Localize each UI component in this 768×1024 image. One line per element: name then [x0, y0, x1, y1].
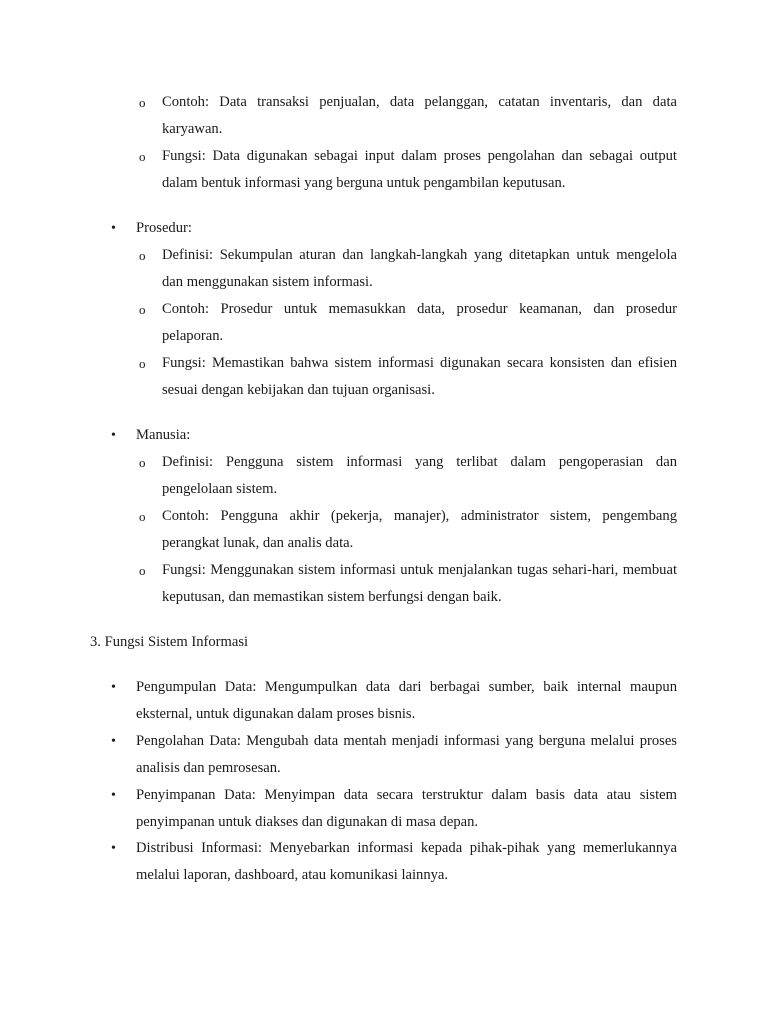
distribusi-informasi-item: Distribusi Informasi: Menyebarkan informasi kepada pihak-pihak yang memerlukannya melalui laporan, dashboard, atau komunikasi lainnya.	[136, 840, 677, 883]
section-heading: 3. Fungsi Sistem Informasi	[90, 634, 249, 650]
pengumpulan-data-item: Pengumpulan Data: Mengumpulkan data dari berbagai sumber, baik internal maupun eksternal, untuk digunakan dalam proses bisnis.	[136, 679, 677, 722]
penyimpanan-data-item: Penyimpanan Data: Menyimpan data secara terstruktur dalam basis data atau sistem penyimpanan untuk diakses dan digunakan di masa depan.	[136, 787, 677, 830]
bullet-marker: •	[111, 734, 116, 749]
sub-bullet-marker: o	[139, 302, 146, 317]
bullet-marker: •	[111, 221, 116, 236]
prosedur-fungsi-item: Fungsi: Memastikan bahwa sistem informasi digunakan secara konsisten dan efisien sesuai dengan kebijakan dan tujuan organisasi.	[162, 355, 677, 398]
manusia-label: Manusia:	[136, 427, 191, 443]
prosedur-label: Prosedur:	[136, 220, 192, 236]
sub-bullet-marker: o	[139, 455, 146, 470]
prosedur-contoh-item: Contoh: Prosedur untuk memasukkan data, prosedur keamanan, dan prosedur pelaporan.	[162, 301, 677, 344]
prosedur-definisi-item: Definisi: Sekumpulan aturan dan langkah-langkah yang ditetapkan untuk mengelola dan menggunakan sistem informasi.	[162, 247, 677, 290]
bullet-marker: •	[111, 680, 116, 695]
pengolahan-data-item: Pengolahan Data: Mengubah data mentah menjadi informasi yang berguna melalui proses analisis dan pemrosesan.	[136, 733, 677, 776]
sub-bullet-marker: o	[139, 149, 146, 164]
manusia-contoh-item: Contoh: Pengguna akhir (pekerja, manajer), administrator sistem, pengembang perangkat lunak, dan analis data.	[162, 508, 677, 551]
data-fungsi-item: Fungsi: Data digunakan sebagai input dalam proses pengolahan dan sebagai output dalam bentuk informasi yang berguna untuk pengambilan keputusan.	[162, 148, 677, 191]
manusia-fungsi-item: Fungsi: Menggunakan sistem informasi untuk menjalankan tugas sehari-hari, membuat keputusan, dan memastikan sistem berfungsi dengan baik.	[162, 562, 677, 605]
data-contoh-item: Contoh: Data transaksi penjualan, data pelanggan, catatan inventaris, dan data karyawan.	[162, 94, 677, 137]
bullet-marker: •	[111, 841, 116, 856]
sub-bullet-marker: o	[139, 248, 146, 263]
sub-bullet-marker: o	[139, 356, 146, 371]
sub-bullet-marker: o	[139, 563, 146, 578]
bullet-marker: •	[111, 428, 116, 443]
bullet-marker: •	[111, 788, 116, 803]
manusia-definisi-item: Definisi: Pengguna sistem informasi yang terlibat dalam pengoperasian dan pengelolaan sistem.	[162, 454, 677, 497]
sub-bullet-marker: o	[139, 95, 146, 110]
sub-bullet-marker: o	[139, 509, 146, 524]
